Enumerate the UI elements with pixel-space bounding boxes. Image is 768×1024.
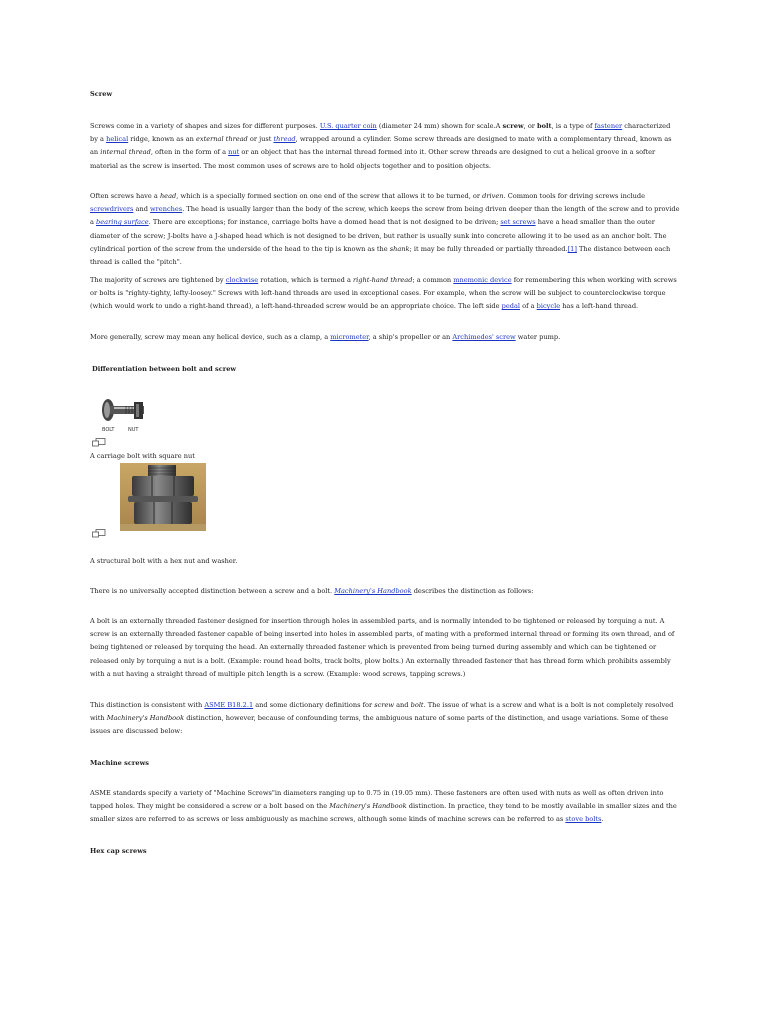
link-pedal[interactable]: pedal bbox=[501, 302, 520, 311]
page-title: Screw bbox=[90, 90, 113, 98]
caption-carriage-bolt: A carriage bolt with square nut bbox=[90, 452, 195, 460]
link-us-quarter-coin[interactable]: U.S. quarter coin bbox=[319, 122, 377, 130]
paragraph-helical-device: More generally, screw may mean any helical device, such as a clamp, a micrometer, a ship's propeller or an Archimedes' screw water pump. bbox=[90, 333, 561, 341]
paragraph-asme-consistency: This distinction is consistent with ASME B18.2.1 and some dictionary definitions for screw and bolt. The issue of what is a screw and what is a bolt is not completely resolved with Machinery's Handbook distinction, however, because of confounding terms, the ambiguous nature of some parts of the distinction, and usage variations. Some of these issues are discussed below: bbox=[90, 701, 674, 736]
link-nut[interactable]: nut bbox=[228, 148, 240, 157]
caption-structural-bolt: A structural bolt with a hex nut and washer. bbox=[90, 557, 238, 565]
paragraph-quote-distinction: A bolt is an externally threaded fastener designed for insertion through holes in assembled parts, and is normally intended to be tightened or released by torquing a nut. A screw is an externally threaded fastener capable of being inserted into holes in assembled parts, of mating with a preformed internal thread or forming its own thread, and of being tightened or released by torquing the head. An externally threaded fastener which is prevented from being turned during assembly and which can be tightened or released only by torquing a nut is a bolt. (Example: round head bolts, track bolts, plow bolts.) An externally threaded fastener that has thread form which prohibits assembly with a nut having a straight thread of multiple pitch length is a screw. (Example: wood screws, tapping screws.) bbox=[90, 617, 675, 678]
section-heading-hex-cap-screws: Hex cap screws bbox=[90, 847, 147, 855]
link-mnemonic-device[interactable]: mnemonic device bbox=[453, 276, 512, 284]
section-heading-machine-screws: Machine screws bbox=[90, 759, 149, 767]
link-stove-bolts[interactable]: stove bolts bbox=[565, 815, 602, 824]
paragraph-right-hand-thread: The majority of screws are tightened by clockwise rotation, which is termed a right-hand thread; a common mnemonic device for remembering this when working with screws or bolts is "righty-tighty, lefty-loosey." Screws with left-hand threads are used in exceptional cases. For example, when the screw will be subject to counterclockwise torque (which would work to undo a right-hand thread), a left-hand-threaded screw would be an appropriate choice. The left side pedal of a bicycle has a left-hand thread. bbox=[90, 276, 677, 311]
link-set-screws[interactable]: set screws bbox=[500, 218, 536, 227]
carriage-bolt-image[interactable] bbox=[96, 394, 152, 434]
link-micrometer[interactable]: micrometer bbox=[330, 333, 369, 341]
paragraph-intro: Screws come in a variety of shapes and sizes for different purposes. U.S. quarter coin (diameter 24 mm) shown for scale.A screw, or bolt, is a type of fastener characterized by a helical ridge, known as an external thread or just thread, wrapped around a cylinder. Some screw threads are designed to mate with a complementary thread, known as an internal thread, often in the form of a nut or an object that has the internal thread formed into it. Other screw threads are designed to cut a helical groove in a softer material as the screw is inserted. The most common uses of screws are to hold objects together and to position objects. bbox=[90, 122, 672, 170]
link-wrenches[interactable]: wrenches bbox=[150, 205, 183, 214]
link-machinerys-handbook[interactable]: Machinery's Handbook bbox=[334, 587, 412, 595]
paragraph-head: Often screws have a head, which is a specially formed section on one end of the screw that allows it to be turned, or driven. Common tools for driving screws include screwdrivers and wrenches. The head is usually larger than the body of the screw, which keeps the screw from being driven deeper than the length of the screw and to provide a bearing surface. There are exceptions; for instance, carriage bolts have a domed head that is not designed to be driven; set screws have a head smaller than the outer diameter of the screw; J-bolts have a J-shaped head which is not designed to be driven, but rather is usually sunk into concrete allowing it to be used as an anchor bolt. The cylindrical portion of the screw from the underside of the head to the tip is known as the shank; it may be fully threaded or partially threaded.[1] The distance between each thread is called the "pitch". bbox=[90, 192, 680, 267]
link-screwdrivers[interactable]: screwdrivers bbox=[90, 205, 134, 214]
structural-bolt-image[interactable] bbox=[120, 463, 206, 531]
link-bicycle[interactable]: bicycle bbox=[536, 302, 561, 311]
paragraph-machine-screws: ASME standards specify a variety of "Machine Screws"in diameters ranging up to 0.75 in (19.05 mm). These fasteners are often used with nuts as well as often driven into tapped holes. They might be considered a screw or a bolt based on the Machinery's Handbook distinction. In practice, they tend to be mostly available in smaller sizes and the smaller sizes are referred to as screws or less ambiguously as machine screws, although some kinds of machine screws can be referred to as stove bolts. bbox=[90, 789, 677, 824]
link-thread[interactable]: thread bbox=[273, 135, 296, 144]
link-asme-b18-2-1[interactable]: ASME B18.2.1 bbox=[204, 701, 254, 709]
link-fastener[interactable]: fastener bbox=[594, 122, 623, 130]
link-helical[interactable]: helical bbox=[106, 135, 129, 144]
link-archimedes-screw[interactable]: Archimedes' screw bbox=[452, 333, 516, 341]
label-nut: NUT bbox=[128, 427, 139, 433]
label-bolt: BOLT bbox=[102, 427, 115, 433]
paragraph-distinction-intro: There is no universally accepted distinction between a screw and a bolt. Machinery's Handbook describes the distinction as follows: bbox=[90, 587, 534, 595]
link-reference-1[interactable]: [1] bbox=[567, 244, 577, 253]
enlarge-icon[interactable] bbox=[92, 529, 106, 538]
section-heading-differentiation: Differentiation between bolt and screw bbox=[92, 365, 237, 373]
enlarge-icon[interactable] bbox=[92, 438, 106, 447]
link-clockwise[interactable]: clockwise bbox=[225, 276, 259, 284]
link-bearing-surface[interactable]: bearing surface bbox=[96, 218, 149, 227]
